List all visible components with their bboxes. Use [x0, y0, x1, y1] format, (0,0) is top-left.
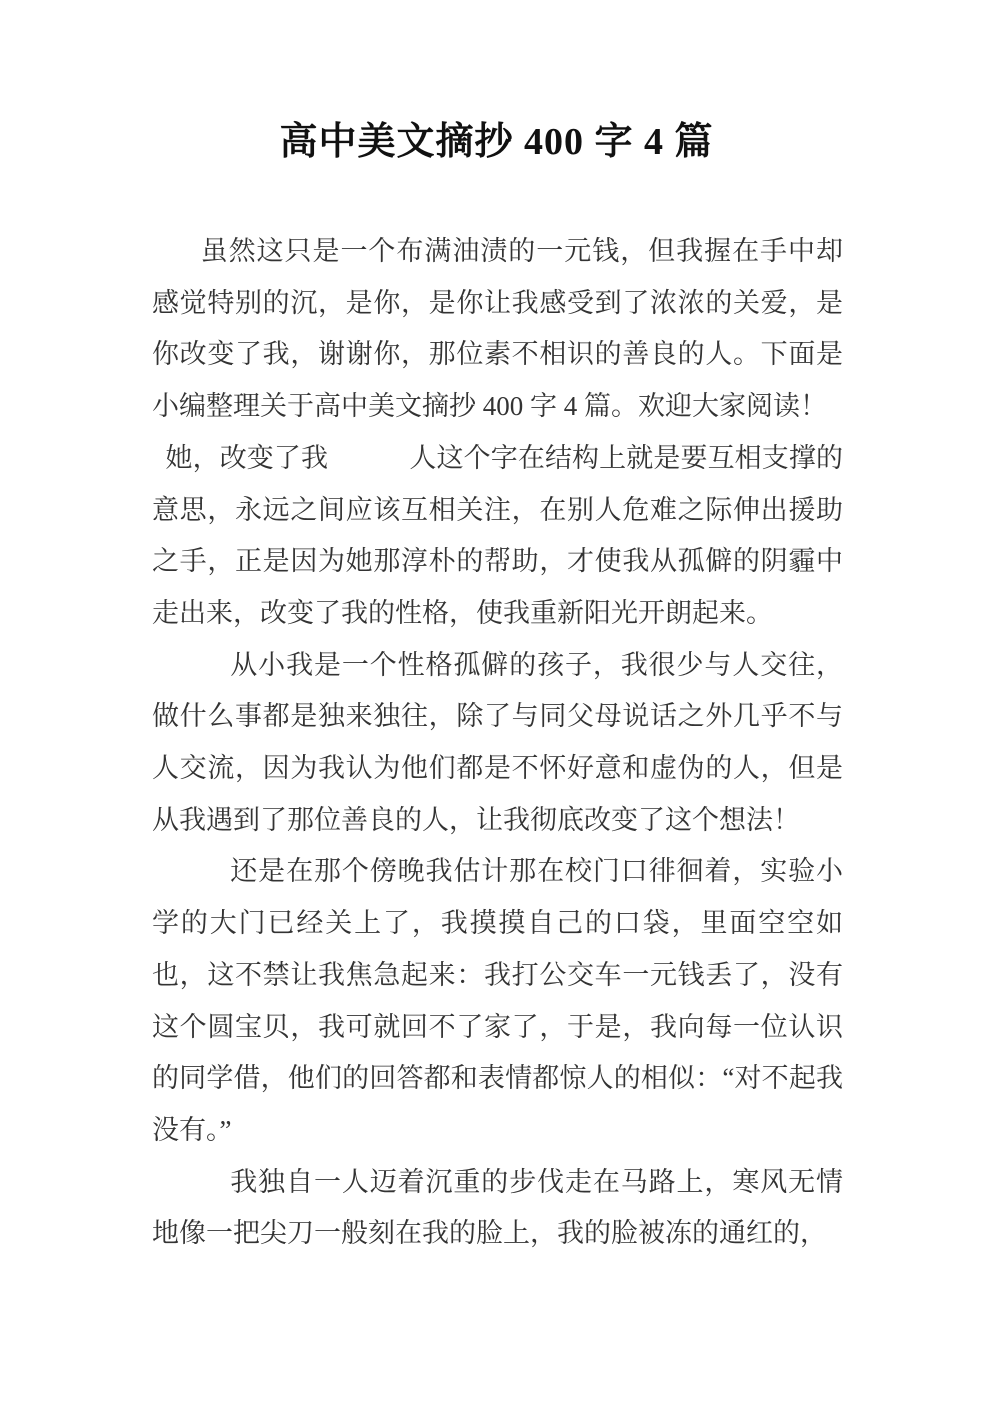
document-body	[0, 226, 993, 1260]
document-title: 高中美文摘抄 400 字 4 篇	[279, 121, 714, 163]
paragraph: 还是在那个傍晚我估计那在校门口徘徊着，实验小学的大门已经关上了，我摸摸自己的口袋，里面空空如也，这不禁让我焦急起来：我打公交车一元钱丢了，没有这个圆宝贝，我可就回不了家了，于是，我向每一位认识的同学借，他们的回答都和表情都惊人的相似：“对不起我没有。”	[152, 856, 843, 1145]
paragraph: 虽然这只是一个布满油渍的一元钱，但我握在手中却感觉特别的沉，是你，是你让我感受到了浓浓的关爱，是你改变了我，谢谢你，那位素不相识的善良的人。下面是小编整理关于高中美文摘抄 400 字 4 篇。欢迎大家阅读！	[152, 236, 843, 422]
paragraph: 她，改变了我 人这个字在结构上就是要互相支撑的意思，永远之间应该互相关注，在别人危难之际伸出援助之手，正是因为她那淳朴的帮助，才使我从孤僻的阴霾中走出来，改变了我的性格，使我重新阳光开朗起来。	[152, 442, 843, 628]
paragraph: 从小我是一个性格孤僻的孩子，我很少与人交往，做什么事都是独来独往，除了与同父母说话之外几乎不与人交流，因为我认为他们都是不怀好意和虚伪的人，但是从我遇到了那位善良的人，让我彻底改变了这个想法！	[152, 649, 843, 835]
paragraph: 我独自一人迈着沉重的步伐走在马路上，寒风无情地像一把尖刀一般刻在我的脸上，我的脸被冻的通红的，	[152, 1166, 843, 1249]
